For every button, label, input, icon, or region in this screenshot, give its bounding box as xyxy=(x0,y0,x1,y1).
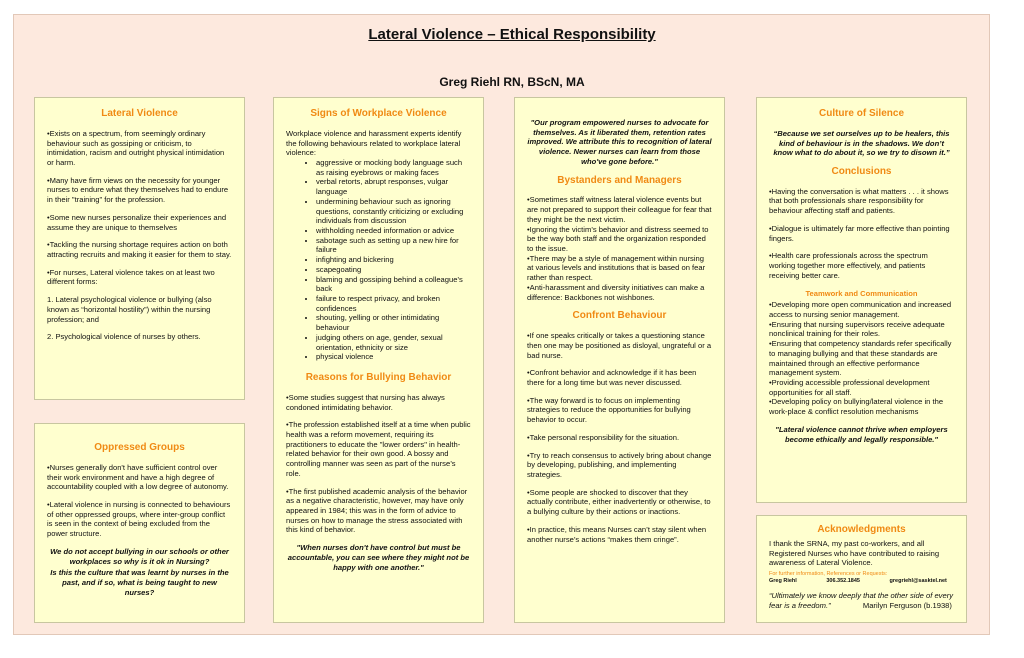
bystanders-item: •There may be a style of management within nursing at various levels and institutions that is based on fear rather than respect. xyxy=(527,253,706,283)
bystanders-heading: Bystanders and Managers xyxy=(557,174,682,186)
lateral-violence-heading: Lateral Violence xyxy=(101,108,178,119)
confront-p4: •Take personal responsibility for the situation. xyxy=(527,432,680,442)
lateral-p4: •Tackling the nursing shortage requires action on both attracting recruits and making it easier for them to stay. xyxy=(47,240,232,259)
teamwork-item: •Developing more open communication and increased access to nursing senior management. xyxy=(769,300,952,319)
oppressed-p2: •Lateral violence in nursing is connected to behaviours of other oppressed groups, where inter-group conflict is seen in the context of being excluded from the power structure. xyxy=(47,499,231,539)
lateral-violence-panel xyxy=(34,97,245,400)
reasons-p2: •The profession established itself at a time when public health was a reform movement, requiring its practitioners to educate the "lower orders" in health-related behavior for their own good. A bossy and controlling manner was seen as part of the nurse’s role. xyxy=(286,420,471,478)
signs-item: • judging others on age, gender, sexual orientation, ethnicity or size xyxy=(316,333,471,352)
signs-item: • infighting and bickering xyxy=(316,255,471,265)
teamwork-item: •Providing accessible professional development opportunities for all staff. xyxy=(769,377,930,397)
signs-item: • shouting, yelling or other intimidating behaviour xyxy=(316,313,471,332)
contact-phone: 306.352.1845 xyxy=(826,578,860,585)
oppressed-groups-panel xyxy=(34,423,245,623)
closing-quote-block xyxy=(769,591,954,610)
culture-conclusions-panel xyxy=(756,97,967,503)
contact-label: For further information, References or Requests: xyxy=(769,570,888,577)
teamwork-item: •Developing policy on bullying/lateral violence in the work-place & conflict resolution mechanisms xyxy=(769,397,944,417)
conclusions-heading: Conclusions xyxy=(831,165,892,177)
signs-intro: Workplace violence and harassment experts identify the following behaviours related to workplace lateral violence: xyxy=(286,128,462,158)
confront-p6: •Some people are shocked to discover that they actually contribute, either inadvertently or otherwise, to a bullying culture by their actions or inactions. xyxy=(527,487,711,517)
conclusions-p2: •Dialogue is ultimately far more effective than pointing fingers. xyxy=(769,223,950,243)
conclusions-p1: •Having the conversation is what matters . . . it shows that both professionals share responsibility for behaviour affecting staff and patients. xyxy=(769,186,949,216)
signs-item: • failure to respect privacy, and broken confidences xyxy=(316,294,471,313)
poster-title: Lateral Violence – Ethical Responsibility xyxy=(368,26,656,43)
lateral-p5: •For nurses, Lateral violence takes on at least two different forms: xyxy=(47,267,215,287)
bystanders-confront-panel xyxy=(514,97,725,623)
signs-item: • physical violence xyxy=(316,352,471,362)
acknowledgments-panel xyxy=(756,515,967,623)
oppressed-groups-heading: Oppressed Groups xyxy=(94,442,185,453)
closing-quote: “Ultimately we know deeply that the other side of every fear is a freedom.” xyxy=(769,591,954,610)
signs-item: • blaming and gossiping behind a colleague’s back xyxy=(316,275,471,294)
closing-attribution: Marilyn Ferguson (b.1938) xyxy=(862,600,952,610)
poster-author: Greg Riehl RN, BScN, MA xyxy=(439,75,585,89)
conclusions-quote: "Lateral violence cannot thrive when employers become ethically and legally responsible." xyxy=(775,424,948,444)
signs-reasons-panel xyxy=(273,97,484,623)
lateral-p1: •Exists on a spectrum, from seemingly ordinary behaviour such as gossiping or criticism, to intimidation, racism and outright physical intimidation or harm. xyxy=(47,128,225,167)
teamwork-item: •Ensuring that nursing supervisors receive adequate nonclinical training for their roles. xyxy=(769,319,945,339)
contact-name: Greg Riehl xyxy=(769,578,797,585)
confront-p2: •Confront behavior and acknowledge if it has been there for a long time but was never discussed. xyxy=(527,368,697,387)
confront-p1: •If one speaks critically or takes a questioning stance then one may be positioned as disloyal, ungrateful or a bad nurse. xyxy=(527,331,712,360)
lateral-p2: •Many have firm views on the necessity for younger nurses to endure what they themselves had to endure in their "training" for the profession. xyxy=(47,175,229,205)
signs-item: • aggressive or mocking body language such as raising eyebrows or making faces xyxy=(316,158,471,177)
signs-item: • undermining behaviour such as ignoring questions, constantly criticizing or excluding individuals from discussion xyxy=(316,197,471,226)
conclusions-p3: •Health care professionals across the spectrum working together more effectively, and patients receiving better care. xyxy=(769,251,928,280)
bystanders-list xyxy=(527,195,712,302)
acknowledgments-text: I thank the SRNA, my past co-workers, and all Registered Nurses who have contributed to raising awareness of Lateral Violence. xyxy=(769,538,940,568)
oppressed-question-2: Is this the culture that was learnt by nurses in the past, and if so, what is being taught to new nurses? xyxy=(50,568,229,597)
signs-list xyxy=(286,158,471,362)
confront-heading: Confront Behaviour xyxy=(572,310,667,322)
signs-item: • verbal retorts, abrupt responses, vulgar language xyxy=(316,177,471,196)
signs-item: • withholding needed information or advice xyxy=(316,226,471,236)
signs-heading: Signs of Workplace Violence xyxy=(310,108,447,119)
empowered-quote: "Our program empowered nurses to advocate for themselves. As it liberated them, retention rates improved. We attribute this to recognition of lateral violence. Newer nurses can learn from those who've gone before." xyxy=(527,118,712,166)
contact-email[interactable]: gregriehl@sasktel.net xyxy=(889,578,947,585)
lateral-form-1: 1. Lateral psychological violence or bullying (also known as “horizontal hostility”) within the nursing profession; and xyxy=(47,295,212,324)
bystanders-item: •Sometimes staff witness lateral violence events but are not prepared to support their colleague for fear that they might be the next victim. xyxy=(527,195,712,224)
teamwork-item: •Ensuring that competency standards refer specifically to managing bullying and that these standards are maintained through an effective performance management system. xyxy=(769,339,952,378)
reasons-p3: •The first published academic analysis of the behavior as a negative characteristic, however, may have only appeared in 1984; this was in the form of advice to nurses on how to manage the stress associated with this kind of behavior. xyxy=(286,486,468,535)
culture-quote: “Because we set ourselves up to be healers, this kind of behaviour is in the shadows. We don’t know what to do about it, so we try to disown it.” xyxy=(773,128,950,158)
oppressed-p1: •Nurses generally don't have sufficient control over their work environment and have a high degree of accountability coupled with a low degree of autonomy. xyxy=(47,462,229,492)
signs-item: • sabotage such as setting up a new hire for failure xyxy=(316,236,471,255)
bystanders-item: •Anti-harassment and diversity initiatives can make a difference: Backbones not wishbones. xyxy=(527,282,705,302)
lateral-form-2: 2. Psychological violence of nurses by others. xyxy=(47,332,201,342)
oppressed-question-1: We do not accept bullying in our schools or other workplaces so why is it ok in Nursing? xyxy=(50,546,229,566)
acknowledgments-heading: Acknowledgments xyxy=(817,524,906,535)
contact-line xyxy=(769,578,954,585)
teamwork-list xyxy=(769,300,954,417)
teamwork-heading: Teamwork and Communication xyxy=(805,288,918,298)
reasons-quote: "When nurses don't have control but must be accountable, you can see where they might not be happy with one another." xyxy=(287,543,470,572)
reasons-p1: •Some studies suggest that nursing has always condoned intimidating behavior. xyxy=(286,392,445,412)
signs-item: • scapegoating xyxy=(316,265,471,275)
culture-heading: Culture of Silence xyxy=(818,108,904,119)
bystanders-item: •Ignoring the victim’s behavior and distress seemed to be the way both staff and the organization responded to the issue. xyxy=(527,224,709,253)
lateral-p3: •Some new nurses personalize their experiences and assume they are unique to themselves xyxy=(47,212,227,232)
confront-p5: •Try to reach consensus to actively bring about change by developing, publishing, and implementing strategies. xyxy=(527,450,712,479)
confront-p3: •The way forward is to focus on implementing strategies to reduce the opportunities for bullying behavior to occur. xyxy=(527,395,691,425)
confront-p7: •In practice, this means Nurses can’t stay silent when another nurse’s actions “makes them cringe”. xyxy=(527,524,707,544)
reasons-heading: Reasons for Bullying Behavior xyxy=(305,372,452,384)
